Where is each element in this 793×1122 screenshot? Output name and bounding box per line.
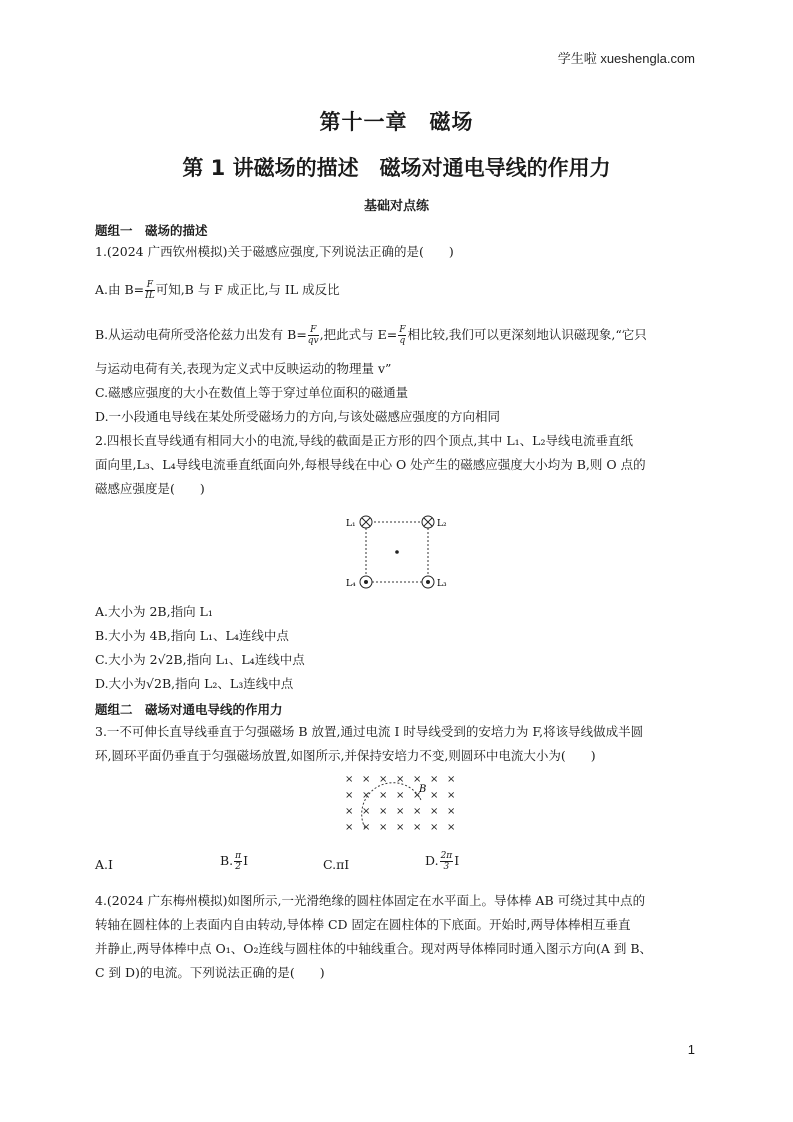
q3-d-prefix: D. bbox=[425, 853, 439, 868]
q3-d-fraction bbox=[440, 851, 454, 872]
label-l2: L₂ bbox=[437, 519, 447, 529]
field-cross-mark: × bbox=[345, 806, 354, 817]
field-cross-mark: × bbox=[396, 822, 405, 833]
q3-b-numerator: π bbox=[235, 851, 242, 861]
field-cross-mark: × bbox=[345, 774, 354, 785]
q4-stem-line-1: 4.(2024 广东梅州模拟)如图所示,一光滑绝缘的圆柱体固定在水平面上。导体棒 AB 可绕过其中点的 bbox=[95, 893, 646, 908]
q1-b-prefix: B.从运动电荷所受洛伦兹力出发有 B= bbox=[95, 327, 307, 342]
q3-d-suffix: I bbox=[454, 853, 460, 868]
q1-option-c: C.磁感应强度的大小在数值上等于穿过单位面积的磁通量 bbox=[95, 385, 409, 400]
q3-option-b bbox=[220, 851, 248, 872]
q3-b-fraction bbox=[234, 851, 242, 872]
q2-option-a: A.大小为 2B,指向 L₁ bbox=[95, 604, 213, 619]
q3-stem-line-2: 环,圆环平面仍垂直于匀强磁场放置,如图所示,并保持安培力不变,则圆环中电流大小为( ) bbox=[95, 748, 596, 763]
field-cross-mark: × bbox=[447, 774, 456, 785]
label-l1: L₁ bbox=[346, 519, 356, 529]
q4-stem-line-2: 转轴在圆柱体的上表面内自由转动,导体棒 CD 固定在圆柱体的下底面。开始时,两导体棒相互垂直 bbox=[95, 917, 631, 932]
field-cross-mark: × bbox=[430, 790, 439, 801]
wire-l2-into-page-icon bbox=[422, 516, 434, 528]
field-b-label: B bbox=[419, 784, 427, 795]
field-cross-mark: × bbox=[362, 790, 371, 801]
q1-option-b bbox=[95, 325, 647, 346]
q3-b-denominator: 2 bbox=[235, 862, 241, 872]
q2-option-b: B.大小为 4B,指向 L₁、L₄连线中点 bbox=[95, 628, 289, 643]
chapter-title: 第十一章 磁场 bbox=[319, 110, 474, 134]
field-cross-mark: × bbox=[362, 822, 371, 833]
center-point-o bbox=[395, 550, 399, 554]
field-cross-mark: × bbox=[379, 790, 388, 801]
wire-l3-out-of-page-icon bbox=[422, 576, 434, 588]
q2-option-d: D.大小为√2B,指向 L₂、L₃连线中点 bbox=[95, 676, 294, 691]
field-cross-mark: × bbox=[345, 822, 354, 833]
field-cross-mark: × bbox=[362, 806, 371, 817]
q1-a-fraction bbox=[145, 280, 155, 301]
q3-d-numerator: 2π bbox=[440, 851, 453, 861]
site-watermark: 学生啦 xueshengla.com bbox=[557, 51, 695, 66]
field-cross-mark: × bbox=[413, 790, 422, 801]
square-wires-figure bbox=[340, 510, 460, 595]
wire-l1-into-page-icon bbox=[360, 516, 372, 528]
q4-stem-line-4: C 到 D)的电流。下列说法正确的是( ) bbox=[95, 965, 325, 980]
q1-b-middle: ,把此式与 E= bbox=[319, 327, 398, 342]
field-cross-mark: × bbox=[413, 822, 422, 833]
field-cross-mark: × bbox=[413, 806, 422, 817]
field-cross-mark: × bbox=[430, 774, 439, 785]
magnetic-field-figure bbox=[335, 770, 465, 836]
q3-b-prefix: B. bbox=[220, 853, 234, 868]
q1-a-denominator: IL bbox=[145, 291, 155, 301]
q1-option-b-continued: 与运动电荷有关,表现为定义式中反映运动的物理量 v” bbox=[95, 361, 392, 376]
q1-a-numerator: F bbox=[146, 280, 154, 290]
q1-option-d: D.一小段通电导线在某处所受磁场力的方向,与该处磁感应强度的方向相同 bbox=[95, 409, 501, 424]
lesson-title: 第 1 讲磁场的描述 磁场对通电导线的作用力 bbox=[182, 156, 611, 180]
field-cross-mark: × bbox=[430, 822, 439, 833]
field-cross-mark: × bbox=[379, 822, 388, 833]
q1-b-fraction-2 bbox=[398, 325, 406, 346]
q1-stem: 1.(2024 广西钦州模拟)关于磁感应强度,下列说法正确的是( ) bbox=[95, 244, 454, 259]
q1-b-denominator: qv bbox=[307, 336, 319, 346]
page-number: 1 bbox=[687, 1042, 695, 1057]
q3-b-suffix: I bbox=[243, 853, 249, 868]
q3-option-d bbox=[425, 851, 459, 872]
field-cross-mark: × bbox=[430, 806, 439, 817]
q2-stem-line-2: 面向里,L₃、L₄导线电流垂直纸面向外,每根导线在中心 O 处产生的磁感应强度大小均为 B,则 O 点的 bbox=[95, 457, 646, 472]
field-cross-mark: × bbox=[396, 806, 405, 817]
q1-b-numerator: F bbox=[308, 325, 319, 336]
q1-a-prefix: A.由 B= bbox=[95, 282, 145, 297]
section-title: 基础对点练 bbox=[363, 199, 429, 214]
field-cross-mark: × bbox=[379, 774, 388, 785]
q2-stem-line-3: 磁感应强度是( ) bbox=[95, 481, 205, 496]
field-cross-mark: × bbox=[396, 790, 405, 801]
q1-b-denominator-2: q bbox=[399, 336, 406, 346]
q2-option-c: C.大小为 2√2B,指向 L₁、L₄连线中点 bbox=[95, 652, 305, 667]
field-cross-mark: × bbox=[396, 774, 405, 785]
q3-option-a: A.I bbox=[95, 857, 113, 872]
q4-stem-line-3: 并静止,两导体棒中点 O₁、O₂连线与圆柱体的中轴线重合。现对两导体棒同时通入图示方向(A 到 B、 bbox=[95, 941, 653, 956]
q2-stem-line-1: 2.四根长直导线通有相同大小的电流,导线的截面是正方形的四个顶点,其中 L₁、L₂导线电流垂直纸 bbox=[95, 433, 633, 448]
field-crosses bbox=[345, 774, 455, 833]
q1-option-a bbox=[95, 280, 340, 301]
q1-b-suffix: 相比较,我们可以更深刻地认识磁现象,“它只 bbox=[407, 327, 647, 342]
field-cross-mark: × bbox=[345, 790, 354, 801]
label-l3: L₃ bbox=[437, 579, 447, 589]
field-cross-mark: × bbox=[362, 774, 371, 785]
field-cross-mark: × bbox=[447, 790, 456, 801]
wire-l4-out-of-page-icon bbox=[360, 576, 372, 588]
field-cross-mark: × bbox=[447, 806, 456, 817]
q3-option-c: C.πI bbox=[323, 857, 350, 872]
field-cross-mark: × bbox=[447, 822, 456, 833]
field-cross-mark: × bbox=[413, 774, 422, 785]
q3-stem-line-1: 3.一不可伸长直导线垂直于匀强磁场 B 放置,通过电流 I 时导线受到的安培力为 F,将该导线做成半圆 bbox=[95, 724, 644, 739]
field-cross-mark: × bbox=[379, 806, 388, 817]
q1-a-suffix: 可知,B 与 F 成正比,与 IL 成反比 bbox=[155, 282, 340, 297]
group-two-title: 题组二 磁场对通电导线的作用力 bbox=[95, 702, 283, 717]
q1-b-numerator-2: F bbox=[399, 325, 406, 335]
q1-b-fraction bbox=[308, 325, 319, 346]
q3-d-denominator: 3 bbox=[443, 862, 450, 872]
group-one-title: 题组一 磁场的描述 bbox=[95, 223, 208, 238]
label-l4: L₄ bbox=[346, 579, 356, 589]
